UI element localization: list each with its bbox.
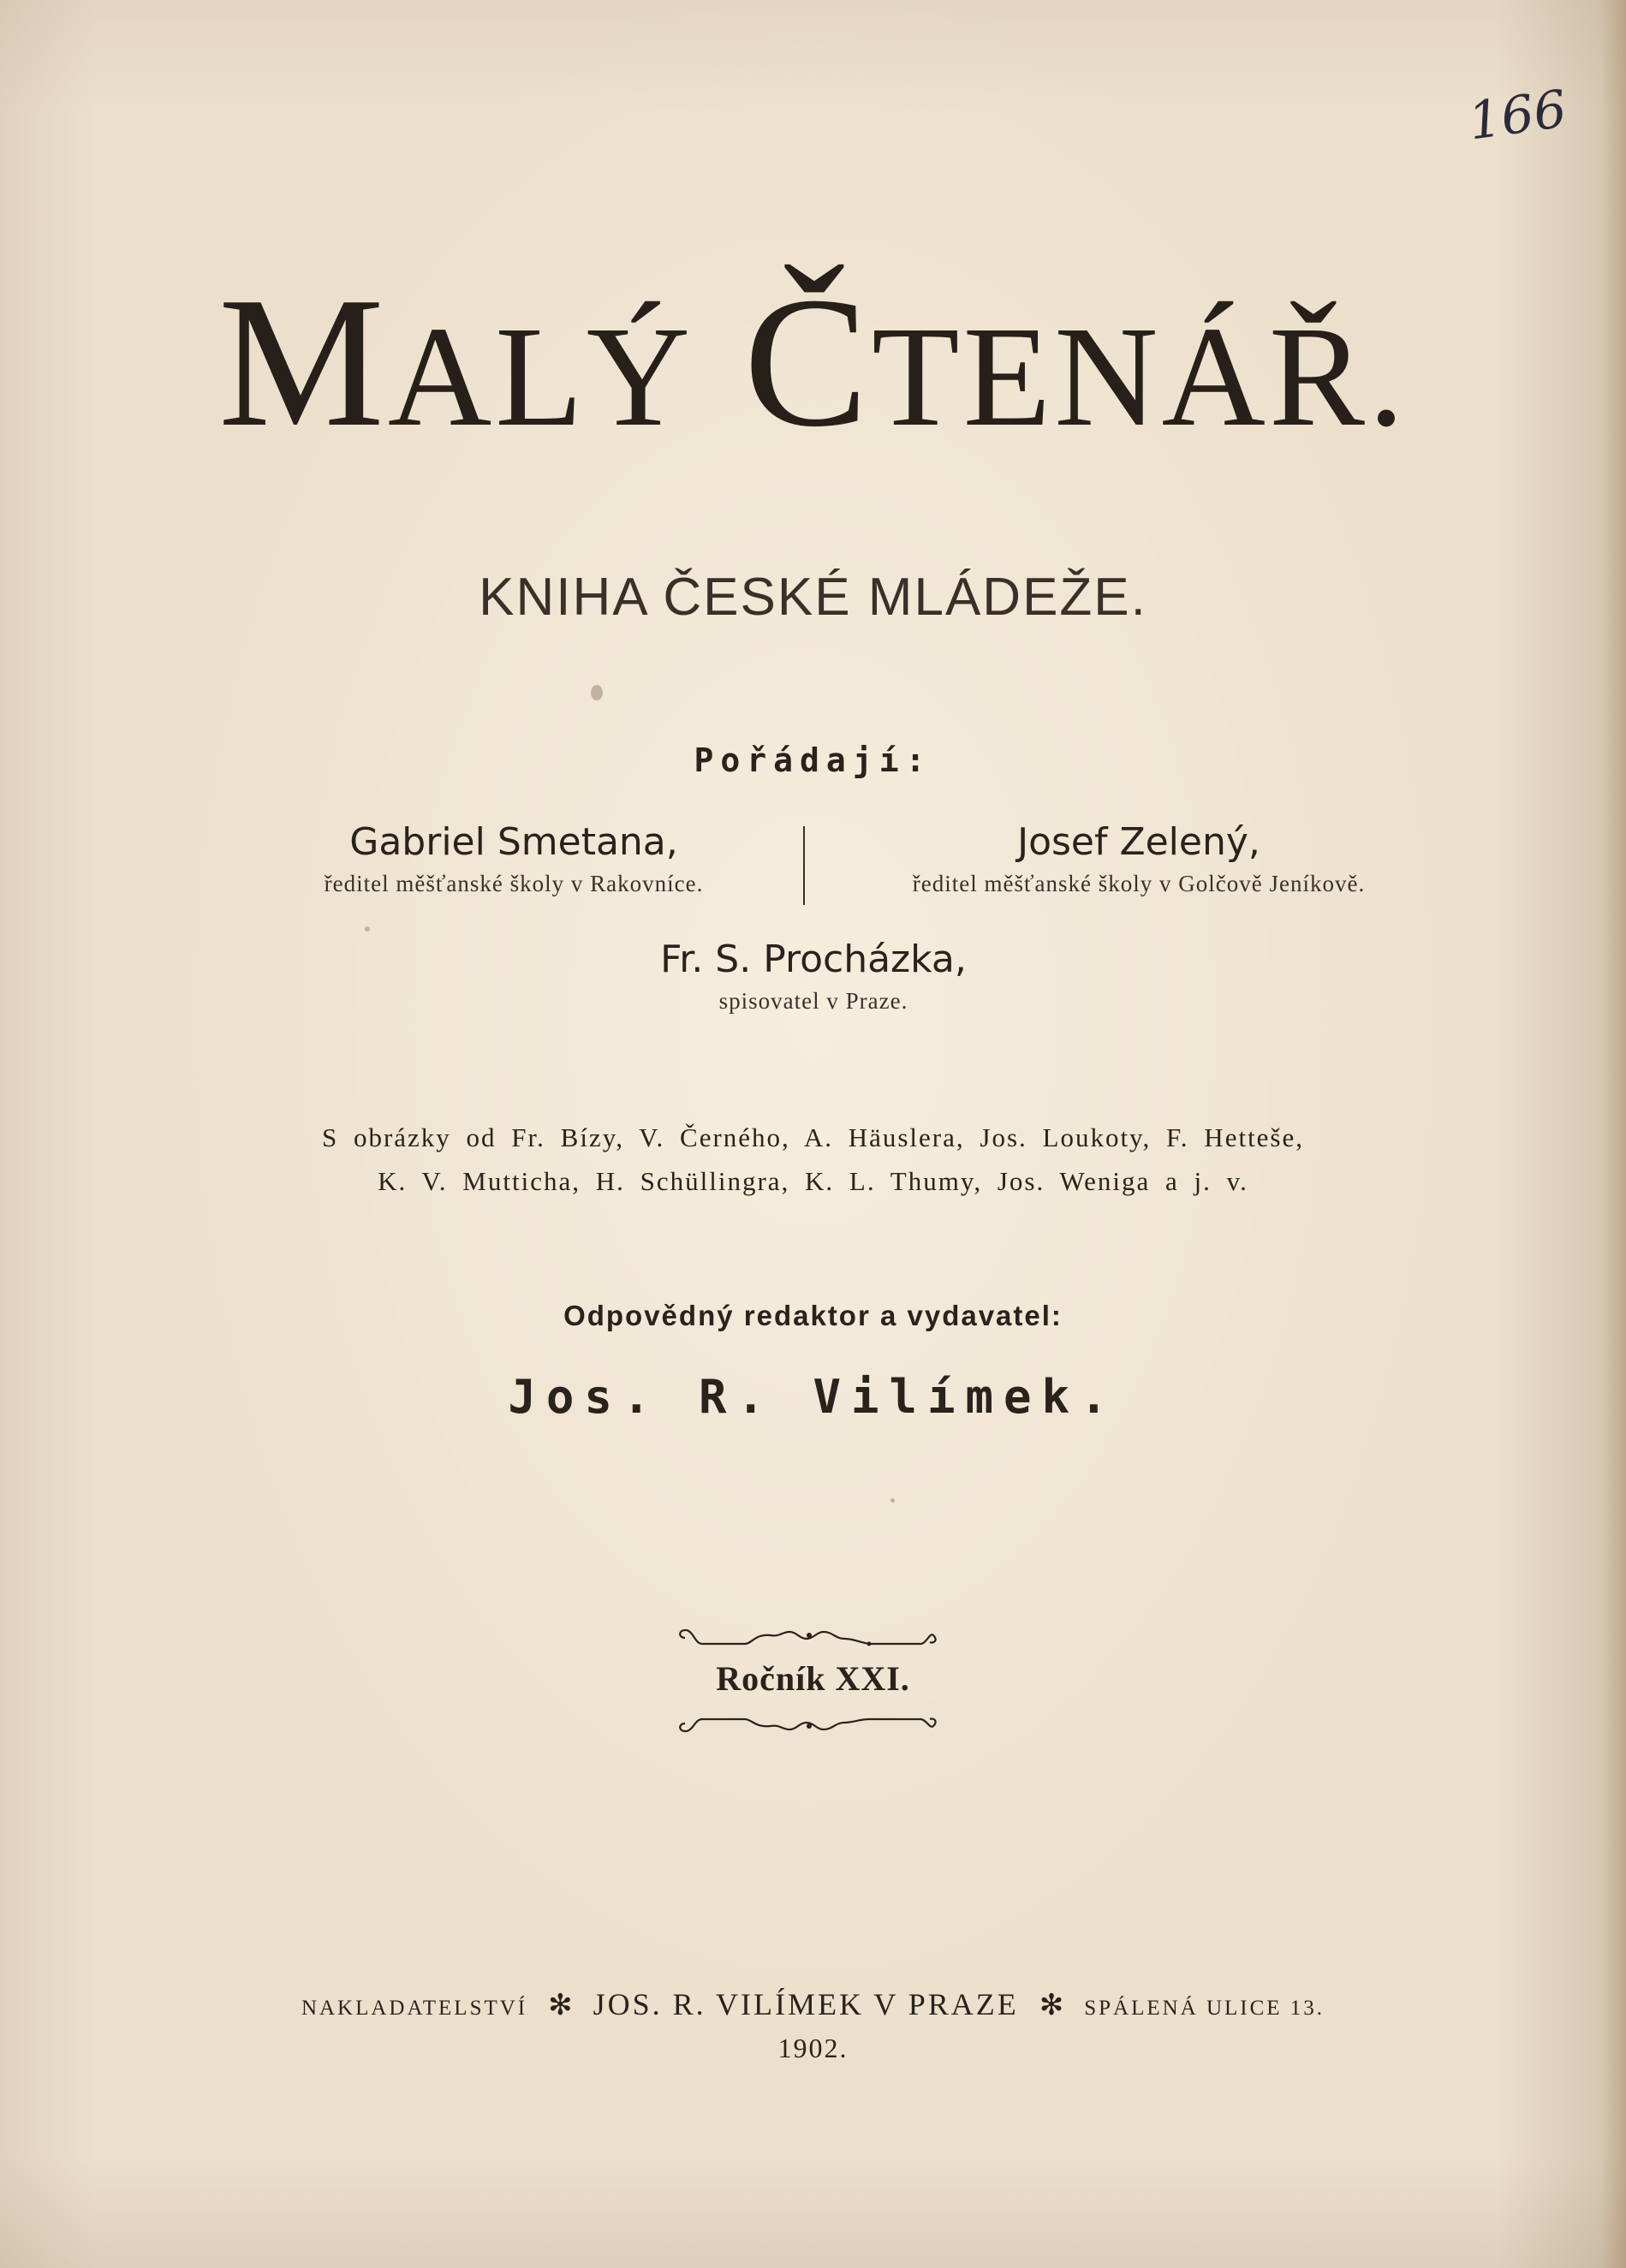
title-word-2: ČTENÁŘ.: [743, 259, 1408, 466]
ornament-flourish-bottom: [676, 1711, 942, 1736]
imprint-middle: JOS. R. VILÍMEK V PRAZE: [593, 1987, 1019, 2021]
illustrators-line-2: K. V. Mutticha, H. Schüllingra, K. L. Thumy, Jos. Weniga a j. v.: [378, 1166, 1248, 1196]
imprint-right: SPÁLENÁ ULICE 13.: [1084, 1997, 1325, 2020]
redactor-label: Odpovědný redaktor a vydavatel:: [563, 1300, 1063, 1331]
editors-heading: Pořádají:: [694, 741, 932, 779]
volume-label: Ročník XXI.: [716, 1659, 910, 1698]
asterisk-ornament-icon: ✻: [548, 1988, 573, 2022]
publication-year: 1902.: [777, 2033, 849, 2063]
book-title: [0, 259, 1626, 466]
publisher-name: Jos. R. Vilímek.: [508, 1370, 1118, 1424]
title-word-1: MALÝ: [218, 259, 694, 466]
editor-name: Fr. S. Procházka,: [660, 938, 967, 981]
editor-role: spisovatel v Praze.: [718, 988, 908, 1014]
foxing-spot: [365, 926, 370, 932]
asterisk-ornament-icon: ✻: [1039, 1988, 1064, 2022]
subtitle: KNIHA ČESKÉ MLÁDEŽE.: [479, 568, 1147, 627]
editor-prochazka: [514, 938, 1113, 1015]
ornament-flourish-top: [676, 1625, 942, 1651]
foxing-spot: [890, 1498, 895, 1503]
editor-zeleny: [839, 820, 1438, 897]
editor-name: Gabriel Smetana,: [349, 820, 678, 864]
editor-role: ředitel měšťanské školy v Rakovníce.: [324, 871, 704, 896]
imprint-left: NAKLADATELSTVÍ: [301, 1997, 528, 2020]
editor-role: ředitel měšťanské školy v Golčově Jeníkově.: [912, 871, 1366, 896]
editor-name: Josef Zelený,: [1017, 820, 1260, 864]
editor-smetana: [214, 820, 813, 897]
handwritten-page-number: 166: [1464, 79, 1570, 152]
publisher-imprint: [0, 1986, 1626, 2022]
column-divider: [803, 826, 805, 905]
illustrators-line-1: S obrázky od Fr. Bízy, V. Černého, A. Häuslera, Jos. Loukoty, F. Hetteše,: [321, 1122, 1305, 1152]
foxing-spot: [591, 685, 603, 700]
